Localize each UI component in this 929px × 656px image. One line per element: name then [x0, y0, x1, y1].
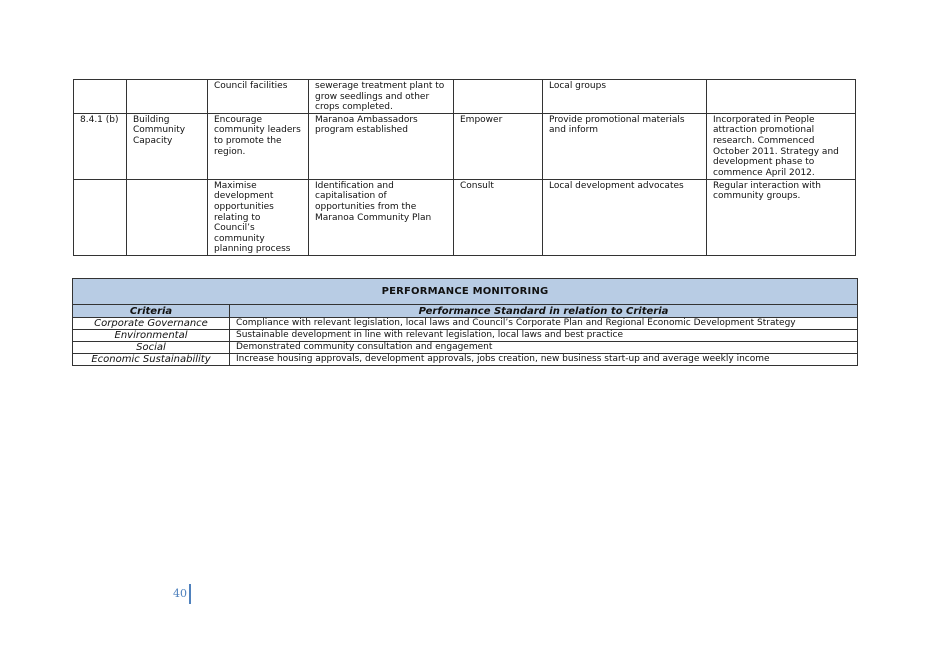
area-cell	[127, 179, 208, 255]
page-number: 40	[173, 587, 187, 600]
role-cell: Empower	[454, 113, 543, 179]
area-cell	[127, 80, 208, 114]
action-cell: Identification and capitalisation of opportunities from the Maranoa Community Plan	[309, 179, 454, 255]
criteria-cell: Social	[73, 342, 230, 354]
criteria-cell: Corporate Governance	[73, 318, 230, 330]
page-number-divider	[189, 584, 191, 604]
stakeholders-cell: Local development advocates	[543, 179, 707, 255]
table-row	[74, 113, 856, 179]
objective-cell: Council facilities	[208, 80, 309, 114]
stakeholders-cell: Local groups	[543, 80, 707, 114]
table-row	[74, 80, 856, 114]
standard-cell: Demonstrated community consultation and engagement	[230, 342, 858, 354]
standard-cell: Sustainable development in line with relevant legislation, local laws and best practice	[230, 330, 858, 342]
performance-title: PERFORMANCE MONITORING	[73, 279, 858, 305]
ref-cell: 8.4.1 (b)	[74, 113, 127, 179]
action-cell: sewerage treatment plant to grow seedlings and other crops completed.	[309, 80, 454, 114]
criteria-cell: Economic Sustainability	[73, 354, 230, 366]
performance-header-row	[73, 305, 858, 318]
performance-title-row	[73, 279, 858, 305]
role-cell	[454, 80, 543, 114]
table-row	[73, 318, 858, 330]
standard-cell: Compliance with relevant legislation, local laws and Council’s Corporate Plan and Regional Economic Development Strategy	[230, 318, 858, 330]
ref-cell	[74, 80, 127, 114]
role-cell: Consult	[454, 179, 543, 255]
action-cell: Maranoa Ambassadors program established	[309, 113, 454, 179]
status-cell	[707, 80, 856, 114]
table-row	[73, 330, 858, 342]
table-row	[74, 179, 856, 255]
objective-cell: Encourage community leaders to promote the region.	[208, 113, 309, 179]
criteria-cell: Environmental	[73, 330, 230, 342]
criteria-header: Criteria	[73, 305, 230, 318]
table-row	[73, 342, 858, 354]
status-cell: Incorporated in People attraction promotional research. Commenced October 2011. Strategy and development phase to commence April 2012.	[707, 113, 856, 179]
objective-cell: Maximise development opportunities relating to Council’s community planning process	[208, 179, 309, 255]
stakeholders-cell: Provide promotional materials and inform	[543, 113, 707, 179]
performance-monitoring-table	[72, 278, 858, 366]
ref-cell	[74, 179, 127, 255]
standard-header: Performance Standard in relation to Criteria	[230, 305, 858, 318]
action-plan-table	[73, 79, 856, 256]
table-row	[73, 354, 858, 366]
status-cell: Regular interaction with community groups.	[707, 179, 856, 255]
standard-cell: Increase housing approvals, development approvals, jobs creation, new business start-up and average weekly income	[230, 354, 858, 366]
area-cell: Building Community Capacity	[127, 113, 208, 179]
